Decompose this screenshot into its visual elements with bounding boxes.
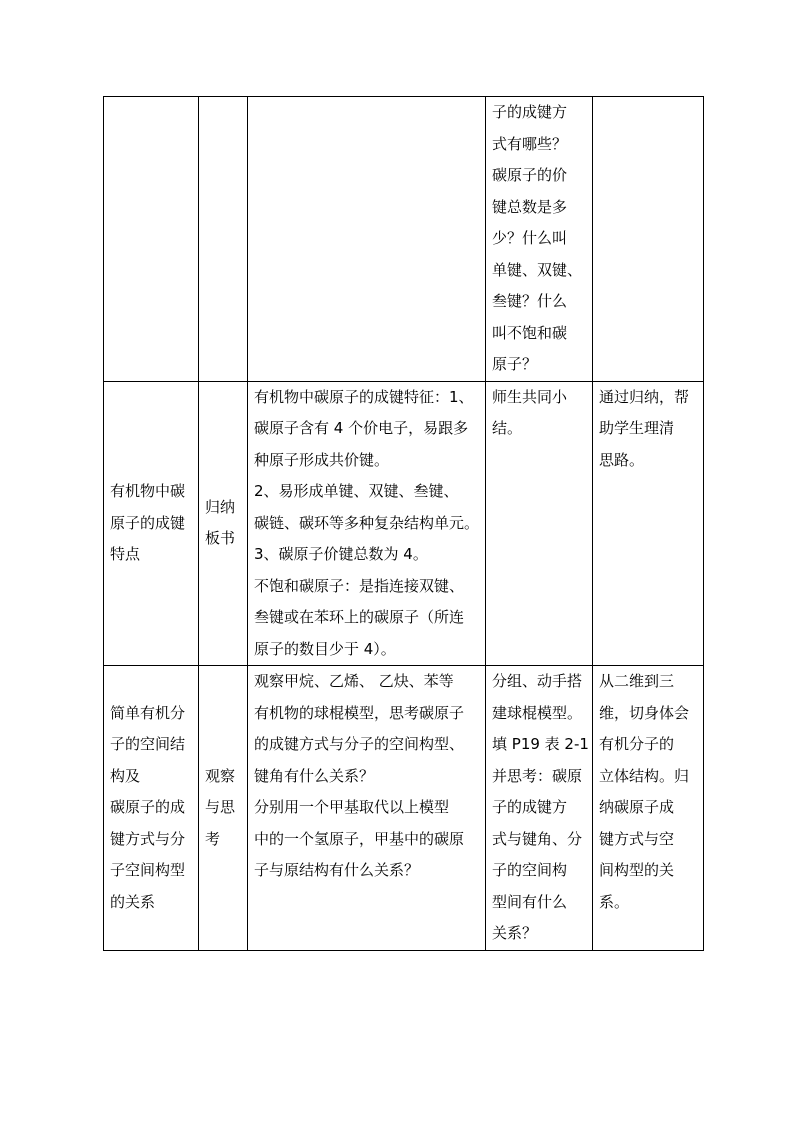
topic-cell: 简单有机分 子的空间结 构及 碳原子的成 键方式与分 子空间构型 的关系 [104, 666, 199, 951]
lesson-plan-table [103, 96, 704, 951]
table-row [104, 381, 704, 666]
topic-cell [104, 97, 199, 382]
method-cell [199, 97, 248, 382]
method-cell: 归纳 板书 [199, 381, 248, 666]
purpose-cell: 从二维到三 维，切身体会 有机分子的 立体结构。归 纳碳原子成 键方式与空 间构型的关 系。 [593, 666, 704, 951]
method-cell: 观察 与思 考 [199, 666, 248, 951]
content-cell [248, 97, 486, 382]
purpose-cell [593, 97, 704, 382]
content-cell: 观察甲烷、乙烯、 乙炔、苯等 有机物的球棍模型，思考碳原子 的成键方式与分子的空间构型、 键角有什么关系？ 分别用一个甲基取代以上模型 中的一个氢原子，甲基中的碳原 子与原结构有什么关系？ [248, 666, 486, 951]
table-row [104, 97, 704, 382]
topic-cell: 有机物中碳 原子的成键 特点 [104, 381, 199, 666]
content-cell: 有机物中碳原子的成键特征：1、 碳原子含有 4 个价电子，易跟多 种原子形成共价键。 2、易形成单键、双键、叁键、 碳链、碳环等多种复杂结构单元。 3、碳原子价键总数为 4。 不饱和碳原子：是指连接双键、 叁键或在苯环上的碳原子（所连 原子的数目少于 4）。 [248, 381, 486, 666]
purpose-cell: 通过归纳，帮 助学生理清 思路。 [593, 381, 704, 666]
student-activity-cell: 分组、动手搭 建球棍模型。 填 P19 表 2-1 并思考：碳原 子的成键方 式与键角、分 子的空间构 型间有什么 关系？ [486, 666, 593, 951]
table-row [104, 666, 704, 951]
student-activity-cell: 师生共同小 结。 [486, 381, 593, 666]
student-activity-cell: 子的成键方 式有哪些？ 碳原子的价 键总数是多 少？什么叫 单键、双键、 叁键？什么 叫不饱和碳 原子？ [486, 97, 593, 382]
